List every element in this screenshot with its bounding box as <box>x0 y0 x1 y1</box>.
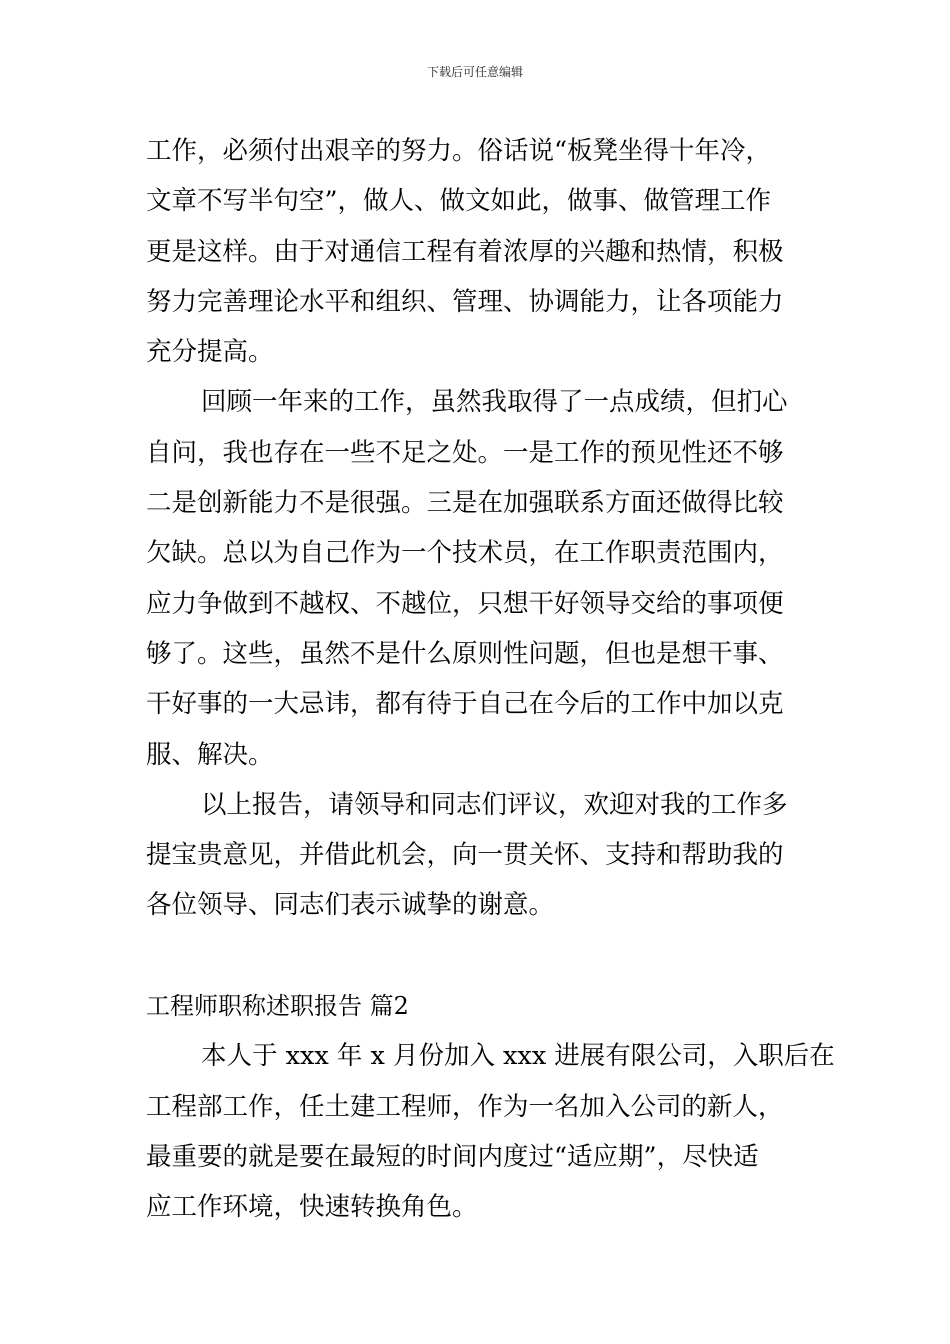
text-line: 自问，我也存在一些不足之处。一是工作的预见性还不够 <box>146 437 784 468</box>
paragraph <box>146 377 810 779</box>
text-line: 干好事的一大忌讳，都有待于自己在今后的工作中加以克 <box>146 689 784 720</box>
text-line: 提宝贵意见，并借此机会，向一贯关怀、支持和帮助我的 <box>146 840 784 871</box>
text-line: 应力争做到不越权、不越位，只想干好领导交给的事项便 <box>146 588 784 619</box>
text-line: 二是创新能力不是很强。三是在加强联系方面还做得比较 <box>146 488 784 519</box>
document-body <box>146 126 835 1233</box>
text-line: 努力完善理论水平和组织、管理、协调能力，让各项能力 <box>146 286 784 317</box>
text-line: 更是这样。由于对通信工程有着浓厚的兴趣和热情，积极 <box>146 236 784 267</box>
text-line: 欠缺。总以为自己作为一个技术员，在工作职责范围内， <box>146 538 784 569</box>
text-line: 本人于 xxx 年 x 月份加入 xxx 进展有限公司，入职后在 <box>201 1041 835 1072</box>
blank-line <box>146 931 810 981</box>
text-line: 服、解决。 <box>146 739 274 770</box>
text-line: 工作，必须付出艰辛的努力。俗话说“板凳坐得十年冷， <box>146 136 772 166</box>
text-line: 应工作环境，快速转换角色。 <box>146 1192 478 1223</box>
paragraph <box>146 126 810 377</box>
section-title: 工程师职称述职报告 篇2 <box>146 992 409 1021</box>
paragraph <box>146 780 810 931</box>
text-line: 文章不写半句空”，做人、做文如此，做事、做管理工作 <box>146 186 772 217</box>
text-line: 各位领导、同志们表示诚挚的谢意。 <box>146 890 555 921</box>
text-line: 以上报告，请领导和同志们评议，欢迎对我的工作多 <box>201 789 788 820</box>
text-line: 够了。这些，虽然不是什么原则性问题，但也是想干事、 <box>146 638 784 669</box>
text-line: 回顾一年来的工作，虽然我取得了一点成绩，但扪心 <box>201 387 788 418</box>
paragraph <box>146 1031 835 1232</box>
text-line: 工程部工作，任土建工程师，作为一名加入公司的新人， <box>146 1091 784 1122</box>
download-note: 下载后可任意编辑 <box>426 65 523 79</box>
text-line: 充分提高。 <box>146 337 274 368</box>
text-line: 最重要的就是要在最短的时间内度过“适应期”，尽快适 <box>146 1141 759 1172</box>
